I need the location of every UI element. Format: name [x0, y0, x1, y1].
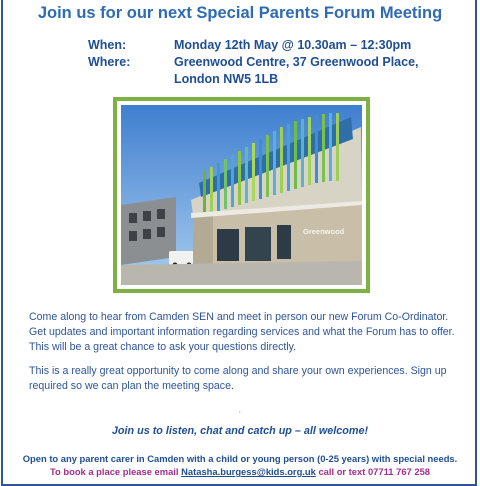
intro-paragraph: Come along to hear from Camden SEN and meet in person our new Forum Co-Ordinator. Get updates and important information regarding services and what the Forum has to offer. This will be a great chance to ask your questions directly. [29, 311, 455, 353]
tagline: Join us to listen, chat and catch up – all welcome! [111, 425, 369, 437]
venue-photo-frame [113, 97, 370, 293]
booking-suffix: call or text 07711 767 258 [315, 466, 430, 477]
signup-paragraph: This is a really great opportunity to come along and share your own experiences. Sign up required so we can plan the meeting space. [29, 365, 447, 392]
stray-mark: , [239, 408, 241, 414]
where-label: Where: [88, 55, 131, 69]
building-sign: Greenwood [303, 227, 345, 236]
eligibility-text: Open to any parent carer in Camden with a child or young person (0-25 years) with special needs. [22, 453, 458, 464]
booking-prefix: To book a place please email [50, 466, 182, 477]
when-label: When: [88, 38, 127, 52]
page-title: Join us for our next Special Parents Forum Meeting [37, 4, 443, 22]
greenwood-centre-building-image [121, 105, 362, 285]
where-address-line1: Greenwood Centre, 37 Greenwood Place, [174, 55, 419, 69]
booking-email-link[interactable]: Natasha.burgess@kids.org.uk [181, 466, 316, 477]
when-value: Monday 12th May @ 10.30am – 12:30pm [174, 38, 412, 52]
venue-photo [117, 101, 366, 289]
booking-text [0, 466, 480, 477]
where-address-line2: London NW5 1LB [174, 72, 279, 86]
